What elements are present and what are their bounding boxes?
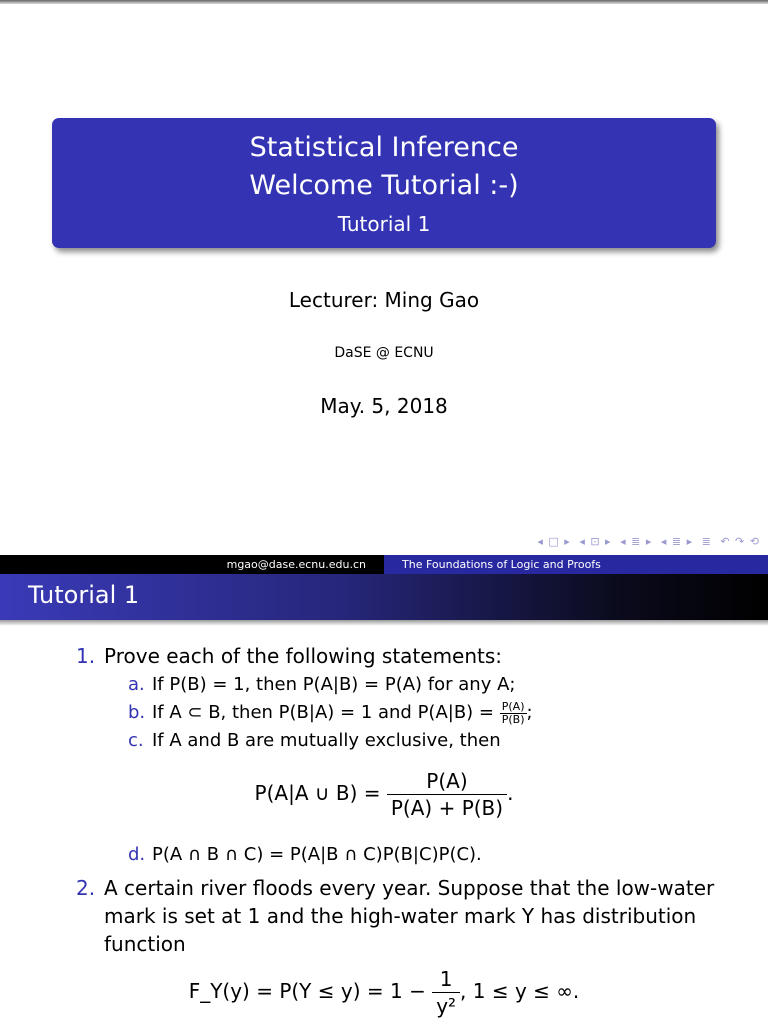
formula-distribution-fraction [432, 966, 460, 1019]
sub-item-a [128, 672, 515, 698]
title-line-1: Statistical Inference [249, 132, 519, 163]
item-2-line-3: function [104, 932, 186, 956]
footer-course-bar [384, 555, 768, 574]
title-line-2: Welcome Tutorial :-) [249, 170, 519, 201]
formula-c [0, 768, 768, 821]
sub-item-b-end: ; [526, 702, 533, 723]
formula-c-lhs: P(A|A ∪ B) = [254, 781, 381, 805]
title-block [52, 118, 716, 248]
item-1-text: Prove each of the following statements: [104, 644, 503, 668]
sub-item-b-numerator: P(A) [500, 701, 527, 714]
item-2-number: 2. [76, 876, 96, 900]
frame-title-bar [0, 574, 768, 620]
item-2-line-1: A certain river floods every year. Suppose that the low-water [104, 876, 715, 900]
formula-c-numerator: P(A) [387, 768, 507, 795]
sub-item-b-text: If A ⊂ B, then P(B|A) = 1 and P(A|B) = [152, 702, 495, 723]
nav-section-icon[interactable]: ◂ ≣ ▸ [620, 535, 653, 548]
formula-c-denominator: P(A) + P(B) [390, 796, 504, 820]
frame-title: Tutorial 1 [28, 581, 140, 609]
list-item-2 [76, 874, 714, 902]
sub-item-a-label: a. [128, 674, 145, 695]
sub-item-a-text: If P(B) = 1, then P(A|B) = P(A) for any A; [152, 674, 516, 695]
item-1-number: 1. [76, 644, 96, 668]
formula-distribution-end: , 1 ≤ y ≤ ∞. [460, 979, 580, 1003]
sub-item-c-text: If A and B are mutually exclusive, then [152, 730, 501, 751]
nav-toc-icon[interactable]: ≣ [701, 535, 712, 548]
list-item-1 [76, 642, 502, 670]
sub-item-d-text: P(A ∩ B ∩ C) = P(A|B ∩ C)P(B|C)P(C). [152, 844, 482, 865]
nav-subsection-icon[interactable]: ◂ ⊡ ▸ [579, 535, 612, 548]
sub-item-d-label: d. [128, 844, 146, 865]
nav-undo-redo-search-icon[interactable]: ↶ ↷ ⟲ [720, 535, 760, 548]
sub-item-b-denominator: P(B) [501, 712, 525, 726]
formula-distribution-denominator: y² [436, 994, 457, 1018]
formula-distribution-lhs: F_Y(y) = P(Y ≤ y) = 1 − [188, 979, 426, 1003]
sub-item-b-fraction [500, 701, 527, 726]
sub-item-c [128, 728, 501, 754]
formula-c-fraction [387, 768, 507, 821]
item-2-line-2: mark is set at 1 and the high-water mark Y has distribution [104, 904, 697, 928]
date: May. 5, 2018 [320, 394, 448, 418]
top-rule [0, 0, 768, 4]
sub-item-b [128, 700, 533, 726]
affiliation: DaSE @ ECNU [334, 345, 434, 361]
nav-subsection-list-icon[interactable]: ◂ ≣ ▸ [660, 535, 694, 548]
frame-title-shadow [0, 620, 768, 626]
sub-item-c-label: c. [128, 730, 144, 751]
sub-item-b-label: b. [128, 702, 146, 723]
formula-c-end: . [507, 781, 514, 805]
lecturer: Lecturer: Ming Gao [288, 288, 480, 312]
footer-email-bar [0, 555, 384, 574]
subtitle: Tutorial 1 [337, 212, 431, 236]
formula-distribution-numerator: 1 [432, 966, 460, 993]
sub-item-d [128, 842, 482, 868]
formula-distribution [0, 966, 768, 1019]
nav-frame-icon[interactable]: ◂ □ ▸ [537, 535, 571, 548]
footer-course: The Foundations of Logic and Proofs [402, 558, 601, 571]
footer-email: mgao@dase.ecnu.edu.cn [226, 558, 366, 571]
beamer-nav-bar [533, 535, 760, 548]
